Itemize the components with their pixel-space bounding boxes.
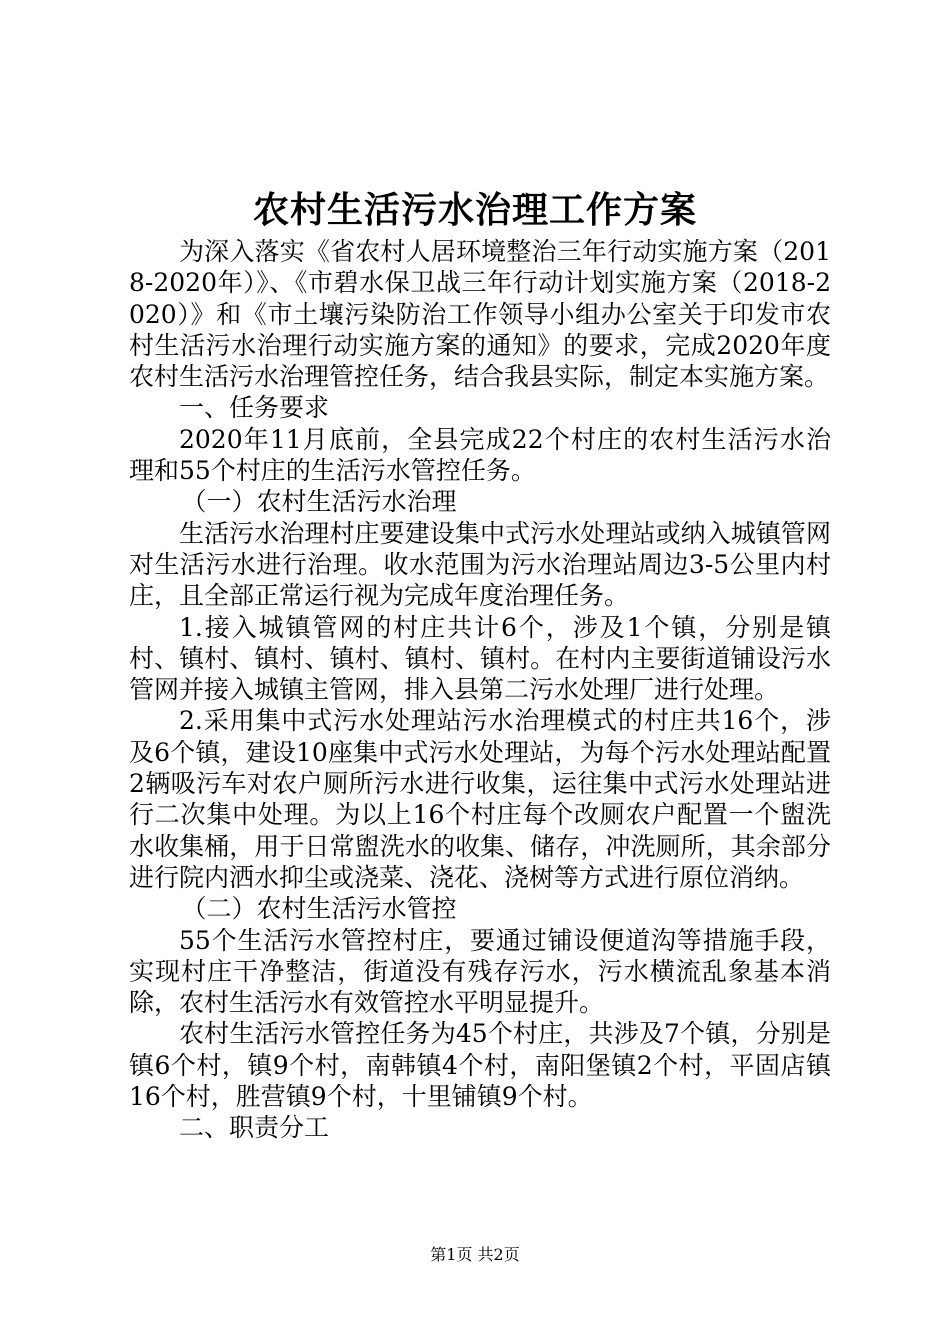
treatment-paragraph: 生活污水治理村庄要建设集中式污水处理站或纳入城镇管网对生活污水进行治理。收水范围为污水治理站周边3-5公里内村庄，且全部正常运行视为完成年度治理任务。	[129, 518, 831, 611]
document-body	[129, 236, 831, 1144]
control-paragraph: 55个生活污水管控村庄，要通过铺设便道沟等措施手段，实现村庄干净整洁，街道没有残存污水，污水横流乱象基本消除，农村生活污水有效管控水平明显提升。	[129, 925, 831, 1018]
subsection-heading-control: （二）农村生活污水管控	[181, 894, 457, 924]
page-number: 第1页 共2页	[430, 1245, 520, 1264]
treatment-item-1: 1.接入城镇管网的村庄共计6个，涉及1个镇，分别是镇村、镇村、镇村、镇村、镇村、镇村。在村内主要街道铺设污水管网并接入城镇主管网，排入县第二污水处理厂进行处理。	[129, 612, 831, 705]
treatment-item-2: 2.采用集中式污水处理站污水治理模式的村庄共16个，涉及6个镇，建设10座集中式污水处理站，为每个污水处理站配置2辆吸污车对农户厕所污水进行收集，运往集中式污水处理站进行二次集中处理。为以上16个村庄每个改厕农户配置一个盥洗水收集桶，用于日常盥洗水的收集、储存，冲洗厕所，其余部分进行院内洒水抑尘或浇菜、浇花、浇树等方式进行原位消纳。	[129, 706, 831, 892]
intro-paragraph: 为深入落实《省农村人居环境整治三年行动实施方案（2018-2020年）》、《市碧水保卫战三年行动计划实施方案（2018-2020）》和《市土壤污染防治工作领导小组办公室关于印发市农村生活污水治理行动实施方案的通知》的要求，完成2020年度农村生活污水治理管控任务，结合我县实际，制定本实施方案。	[129, 237, 831, 392]
section-heading-tasks: 一、任务要求	[179, 393, 330, 423]
document-title: 农村生活污水治理工作方案	[252, 189, 697, 231]
section-heading-duties: 二、职责分工	[179, 1113, 330, 1143]
control-task-paragraph: 农村生活污水管控任务为45个村庄，共涉及7个镇，分别是镇6个村，镇9个村，南韩镇4个村，南阳堡镇2个村，平固店镇16个村，胜营镇9个村，十里铺镇9个村。	[129, 1019, 831, 1112]
subsection-heading-treatment: （一）农村生活污水治理	[181, 487, 457, 517]
tasks-paragraph: 2020年11月底前，全县完成22个村庄的农村生活污水治理和55个村庄的生活污水管控任务。	[129, 424, 831, 486]
